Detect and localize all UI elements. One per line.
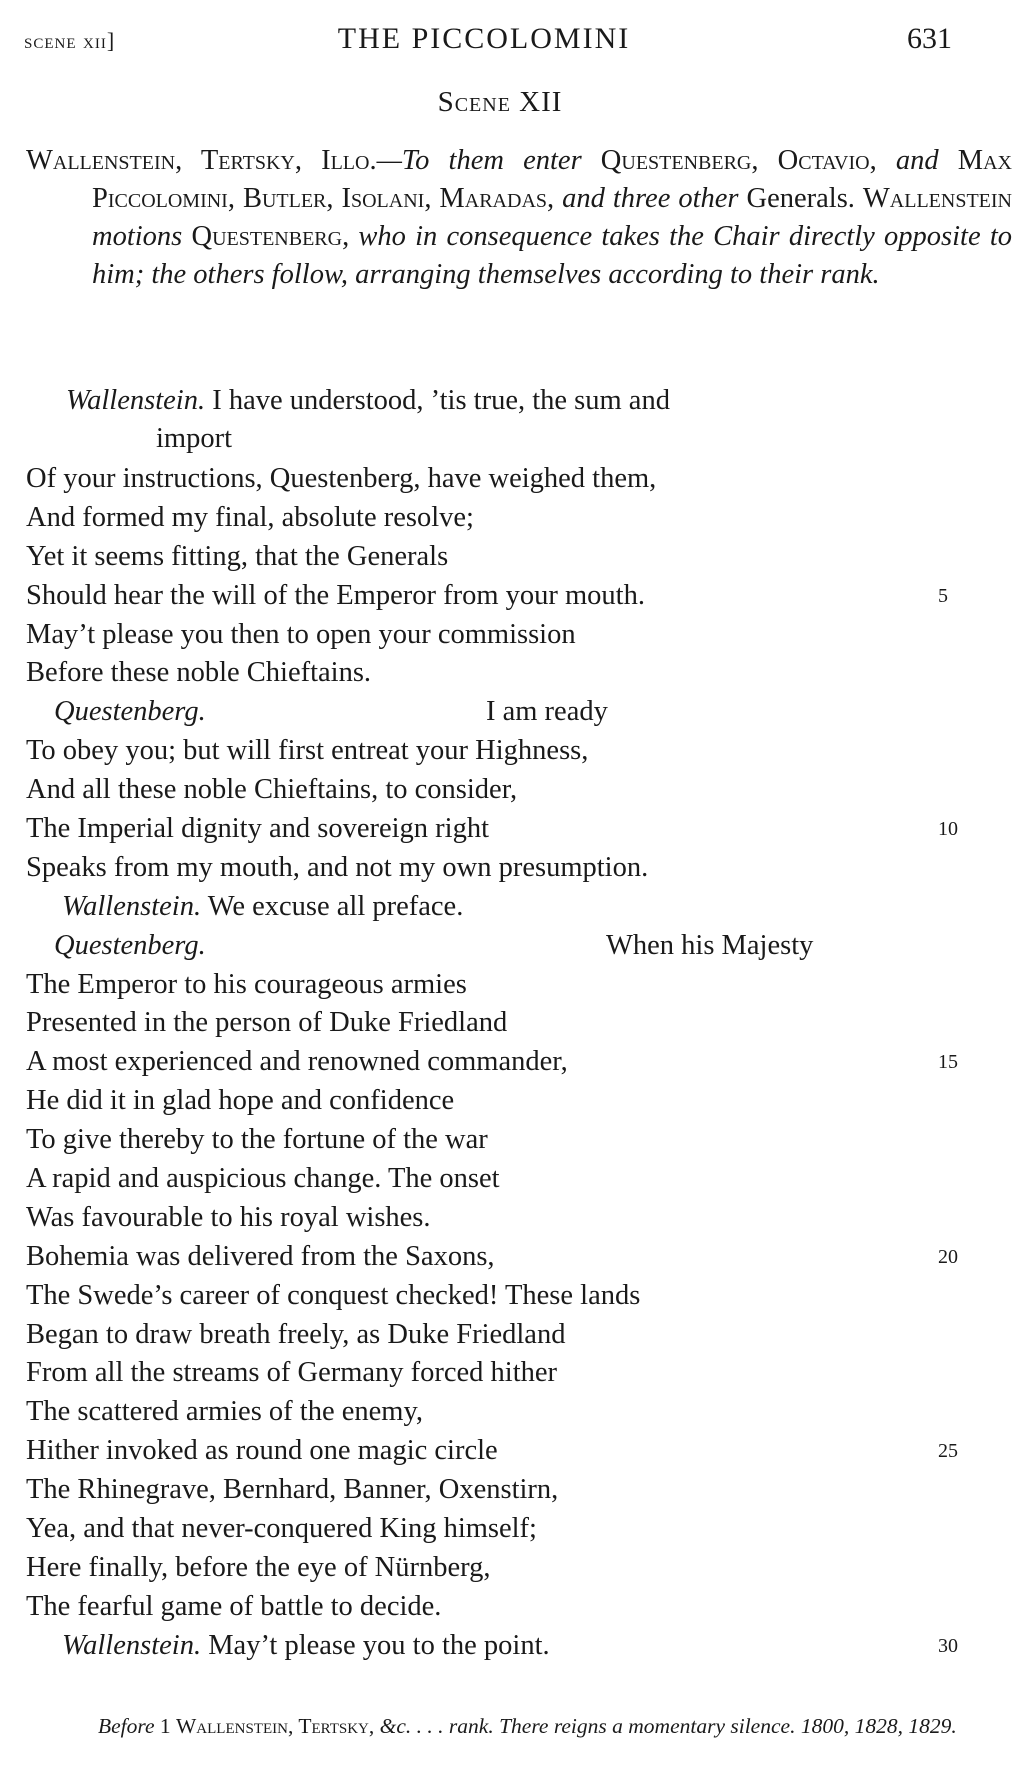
line-text: Presented in the person of Duke Friedland (26, 1007, 508, 1039)
line-text: A most experienced and renowned commander, (26, 1046, 568, 1078)
line-text: Of your instructions, Questenberg, have weighed them, (26, 463, 657, 494)
verse-line (26, 810, 986, 849)
line-text: The Imperial dignity and sovereign right (26, 813, 489, 845)
line-text: A rapid and auspicious change. The onset (26, 1163, 500, 1195)
verse-line (26, 693, 986, 732)
speaker-name: Questenberg. (54, 929, 206, 961)
speaker-name: Wallenstein. (66, 385, 206, 416)
line-text: Hither invoked as round one magic circle (26, 1435, 498, 1467)
verse-line (26, 1510, 986, 1549)
scene-title: Scene XII (437, 86, 563, 118)
verse-line (26, 1199, 986, 1238)
line-text: To obey you; but will first entreat your Highness, (26, 735, 589, 767)
running-header (24, 22, 952, 66)
header-title: THE PICCOLOMINI (337, 22, 631, 55)
sd-characters: Questenberg, Octavio, (600, 145, 877, 176)
footnote-line-ref: 1 (159, 1714, 171, 1738)
line-text: I have understood, ’tis true, the sum and (212, 385, 670, 416)
line-text: And formed my final, absolute resolve; (26, 501, 474, 533)
line-text: Speaks from my mouth, and not my own presumption. (26, 851, 649, 883)
verse-line (26, 1393, 986, 1432)
line-number: 25 (938, 1440, 958, 1463)
line-text: Before these noble Chieftains. (26, 657, 372, 689)
sd-characters: Wallenstein (862, 183, 1012, 214)
line-text: The Rhinegrave, Bernhard, Banner, Oxenstirn, (26, 1474, 559, 1506)
line-text: Here finally, before the eye of Nürnberg, (26, 1551, 491, 1583)
verse-line (26, 616, 986, 655)
sd-characters: Wallenstein, Tertsky, Illo. (26, 145, 377, 176)
header-scene: scene xii] (24, 28, 116, 53)
line-number: 5 (938, 584, 948, 607)
verse-line (26, 1121, 986, 1160)
line-text: I am ready (486, 696, 608, 728)
verse-line (26, 732, 986, 771)
verse-line (26, 1627, 986, 1666)
line-text: The scattered armies of the enemy, (26, 1396, 423, 1428)
line-number: 15 (938, 1051, 958, 1074)
verse-line (26, 1471, 986, 1510)
verse-line (26, 1588, 986, 1627)
verse-line (26, 1549, 986, 1588)
sd-text: —To them enter (376, 145, 582, 176)
sd-characters: Max Piccolomini, Butler, Isolani, Maradas, (92, 145, 1012, 214)
line-number: 20 (938, 1245, 958, 1268)
line-text: The Swede’s career of conquest checked! These lands (26, 1279, 641, 1311)
verse-line (26, 1160, 986, 1199)
verse-line (26, 1082, 986, 1121)
line-text: From all the streams of Germany forced hither (26, 1357, 558, 1389)
verse-line (26, 888, 986, 927)
line-text: Began to draw breath freely, as Duke Friedland (26, 1318, 566, 1350)
sd-text: who in consequence takes the Chair directly opposite to him; the others follow, arranging themselves according to their rank. (92, 221, 1012, 290)
sd-characters: Questenberg, (191, 221, 350, 252)
line-text: May’t please you then to open your commission (26, 618, 576, 650)
verse-line (26, 654, 986, 693)
verse-line (26, 1432, 986, 1471)
line-text: He did it in glad hope and confidence (26, 1085, 455, 1117)
verse-line (26, 1004, 986, 1043)
footnote (26, 1710, 982, 1742)
sd-text: motions (92, 221, 183, 252)
verse-line (26, 1316, 986, 1355)
speaker-name: Wallenstein. (62, 1629, 202, 1661)
line-text: Was favourable to his royal wishes. (26, 1201, 431, 1233)
footnote-characters: Wallenstein, Tertsky, (176, 1714, 375, 1738)
dialogue (26, 382, 986, 1666)
stage-direction (26, 142, 1012, 294)
line-text: Should hear the will of the Emperor from your mouth. (26, 579, 645, 611)
verse-line (26, 966, 986, 1005)
verse-line (26, 382, 986, 460)
verse-line (26, 499, 986, 538)
sd-text: and (895, 145, 939, 176)
line-number: 30 (938, 1634, 958, 1657)
line-text-continued: import (156, 422, 232, 454)
verse-line (26, 1277, 986, 1316)
verse-line (26, 1238, 986, 1277)
footnote-text: There reigns a momentary silence. (499, 1714, 796, 1738)
line-text: The Emperor to his courageous armies (26, 968, 467, 1000)
footnote-text: Before (98, 1714, 155, 1738)
footnote-dates: 1800, 1828, 1829. (800, 1714, 957, 1738)
verse-line (26, 771, 986, 810)
verse-line (26, 1043, 986, 1082)
line-text: And all these noble Chieftains, to consider, (26, 774, 518, 806)
verse-line (26, 538, 986, 577)
line-text: Yea, and that never-conquered King himself; (26, 1513, 537, 1545)
verse-line (26, 1354, 986, 1393)
line-text: Yet it seems fitting, that the Generals (26, 540, 449, 572)
line-text: When his Majesty (606, 929, 814, 961)
line-text: To give thereby to the fortune of the war (26, 1124, 488, 1156)
verse-line (26, 460, 986, 499)
line-text: May’t please you to the point. (208, 1629, 550, 1661)
sd-text: and three other (562, 183, 739, 214)
speaker-name: Questenberg. (54, 696, 206, 728)
verse-line (26, 577, 986, 616)
verse-line (26, 927, 986, 966)
footnote-text: &c. . . . rank. (379, 1714, 494, 1738)
verse-line (26, 849, 986, 888)
line-text: The fearful game of battle to decide. (26, 1590, 442, 1622)
line-text: Bohemia was delivered from the Saxons, (26, 1240, 495, 1272)
line-text: We excuse all preface. (207, 890, 464, 922)
page-number: 631 (907, 22, 952, 55)
speaker-name: Wallenstein. (62, 890, 202, 922)
line-number: 10 (938, 818, 958, 841)
sd-text: Generals. (746, 183, 855, 214)
